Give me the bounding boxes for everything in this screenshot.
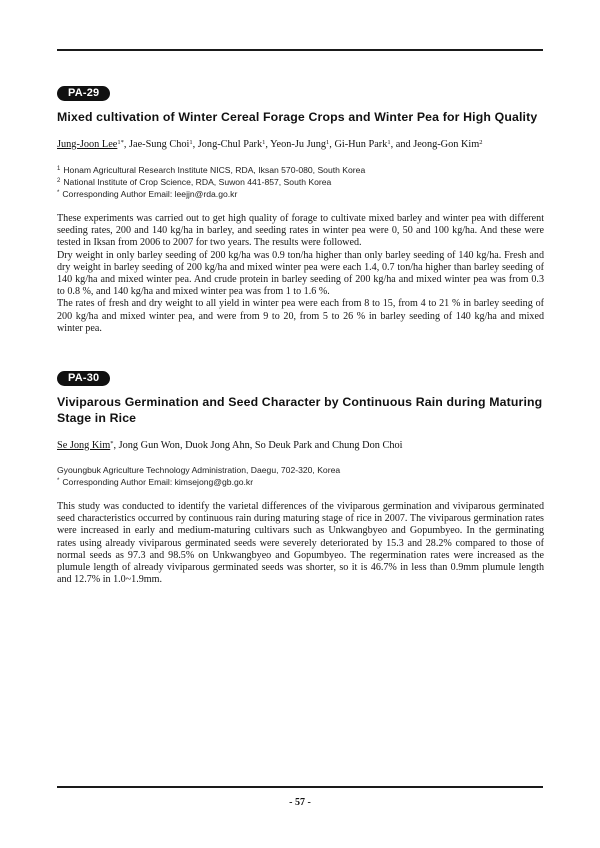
bottom-rule — [57, 786, 543, 788]
affiliation-line — [57, 188, 547, 200]
affiliation-text: National Institute of Crop Science, RDA, Suwon 441-857, South Korea — [63, 177, 332, 187]
affiliation-line — [57, 176, 547, 188]
author-name: Jae-Sung Choi — [129, 139, 190, 150]
author-sup: * — [110, 440, 114, 447]
affiliation-list — [57, 464, 547, 488]
affiliation-text: Corresponding Author Email: leejjn@rda.go.kr — [62, 189, 238, 199]
author-names: , Jong Gun Won, Duok Jong Ahn, So Deuk Park and Chung Don Choi — [113, 440, 403, 451]
affiliation-line — [57, 164, 547, 176]
author-sep: , — [329, 139, 335, 150]
author-list — [57, 138, 547, 151]
abstract-title: Mixed cultivation of Winter Cereal Forage Crops and Winter Pea for High Quality — [57, 110, 538, 124]
author-sep: , — [192, 139, 198, 150]
author-sup: 1* — [117, 139, 124, 146]
abstract-paragraph: These experiments was carried out to get high quality of forage to cultivate mixed barley and winter pea with different seeding rates, 200 and 140 kg/ha in barley, and seeding rates in winter pea were 0, 50 and 100 kg/ha. And these were tested in Iksan from 2006 to 2007 for two years. The results were followed. — [57, 213, 544, 249]
page-number: - 57 - — [289, 797, 311, 808]
abstract-paragraph: The rates of fresh and dry weight to all yield in winter pea were each from 8 to 15, from 4 to 21 % in barley seeding of 200 kg/ha and mixed winter pea, and were from 9 to 20, from 5 to 26 % in barley seeding of 140 kg/ha and mixed winter pea. — [57, 298, 544, 334]
corresponding-author: Se Jong Kim — [57, 440, 111, 451]
affiliation-line — [57, 476, 547, 488]
author-sep: , and — [390, 139, 414, 150]
affiliation-sup: 2 — [57, 178, 61, 184]
author-name: Jeong-Gon Kim — [413, 139, 480, 150]
affiliation-text: Gyoungbuk Agriculture Technology Administration, Daegu, 702-320, Korea — [57, 465, 341, 475]
affiliation-sup: 1 — [57, 166, 61, 172]
abstract-title: Viviparous Germination and Seed Character by Continuous Rain during Maturing Stage in Rice — [57, 395, 543, 425]
affiliation-sup: * — [57, 190, 60, 196]
author-sup: 1 — [262, 139, 266, 146]
author-name: Gi-Hun Park — [334, 139, 388, 150]
abstract-paragraph: Dry weight in only barley seeding of 200 kg/ha was 0.9 ton/ha higher than only barley seeding of 140 kg/ha. Fresh and dry weight in barley seeding of 200 kg/ha and mixed winter pea were each 1.4, 0.7 ton/ha higher than barley seeding of 140 kg/ha and mixed winter pea. And crude protein in barley seeding of 200 kg/ha and mixed winter pea was from 0.3 to 0.8 %, and 140 kg/ha and mixed winter pea was from 1 to 1.6 %. — [57, 249, 544, 298]
abstract-paragraph: This study was conducted to identify the varietal differences of the viviparous germination and viviparous germinated seed characteristics occurred by continuous rain during maturing stage of rice in 2007. The viviparous germination rates were increased in early and medium-maturing cultivars such as Unkwangbyeo and Gopumbyeo. In the germinating rates using already viviparous germinated seeds were severely deteriorated by 15.3 and 28.2% compared to those of normal seeds as 97.3 and 98.5% on Unkwangbyeo and Gopumbyeo. The regermination rates were increased as the plumule length of already viviparous germinated seeds was shorter, so it is 46.7% in less than 0.9mm plumule length and 12.7% in 1.0~1.9mm. — [57, 501, 544, 586]
author-sup: 1 — [326, 139, 330, 146]
author-sup: 2 — [479, 139, 483, 146]
corresponding-author: Jung-Joon Lee — [57, 139, 118, 150]
author-sep: , — [265, 139, 271, 150]
abstract-body — [57, 213, 544, 335]
author-sup: 1 — [189, 139, 193, 146]
author-list — [57, 439, 547, 452]
affiliation-line — [57, 464, 547, 476]
abstract-body — [57, 501, 544, 586]
top-rule — [57, 49, 543, 51]
author-name: Yeon-Ju Jung — [270, 139, 327, 150]
affiliation-sup: * — [57, 478, 60, 484]
author-sup: 1 — [387, 139, 391, 146]
abstract-badge: PA-30 — [57, 371, 110, 386]
affiliation-list — [57, 164, 547, 200]
author-name: Jong-Chul Park — [197, 139, 263, 150]
affiliation-text: Corresponding Author Email: kimsejong@gb.go.kr — [62, 477, 254, 487]
affiliation-text: Honam Agricultural Research Institute NICS, RDA, Iksan 570-080, South Korea — [63, 165, 366, 175]
author-sep: , — [123, 139, 129, 150]
abstract-badge: PA-29 — [57, 86, 110, 101]
